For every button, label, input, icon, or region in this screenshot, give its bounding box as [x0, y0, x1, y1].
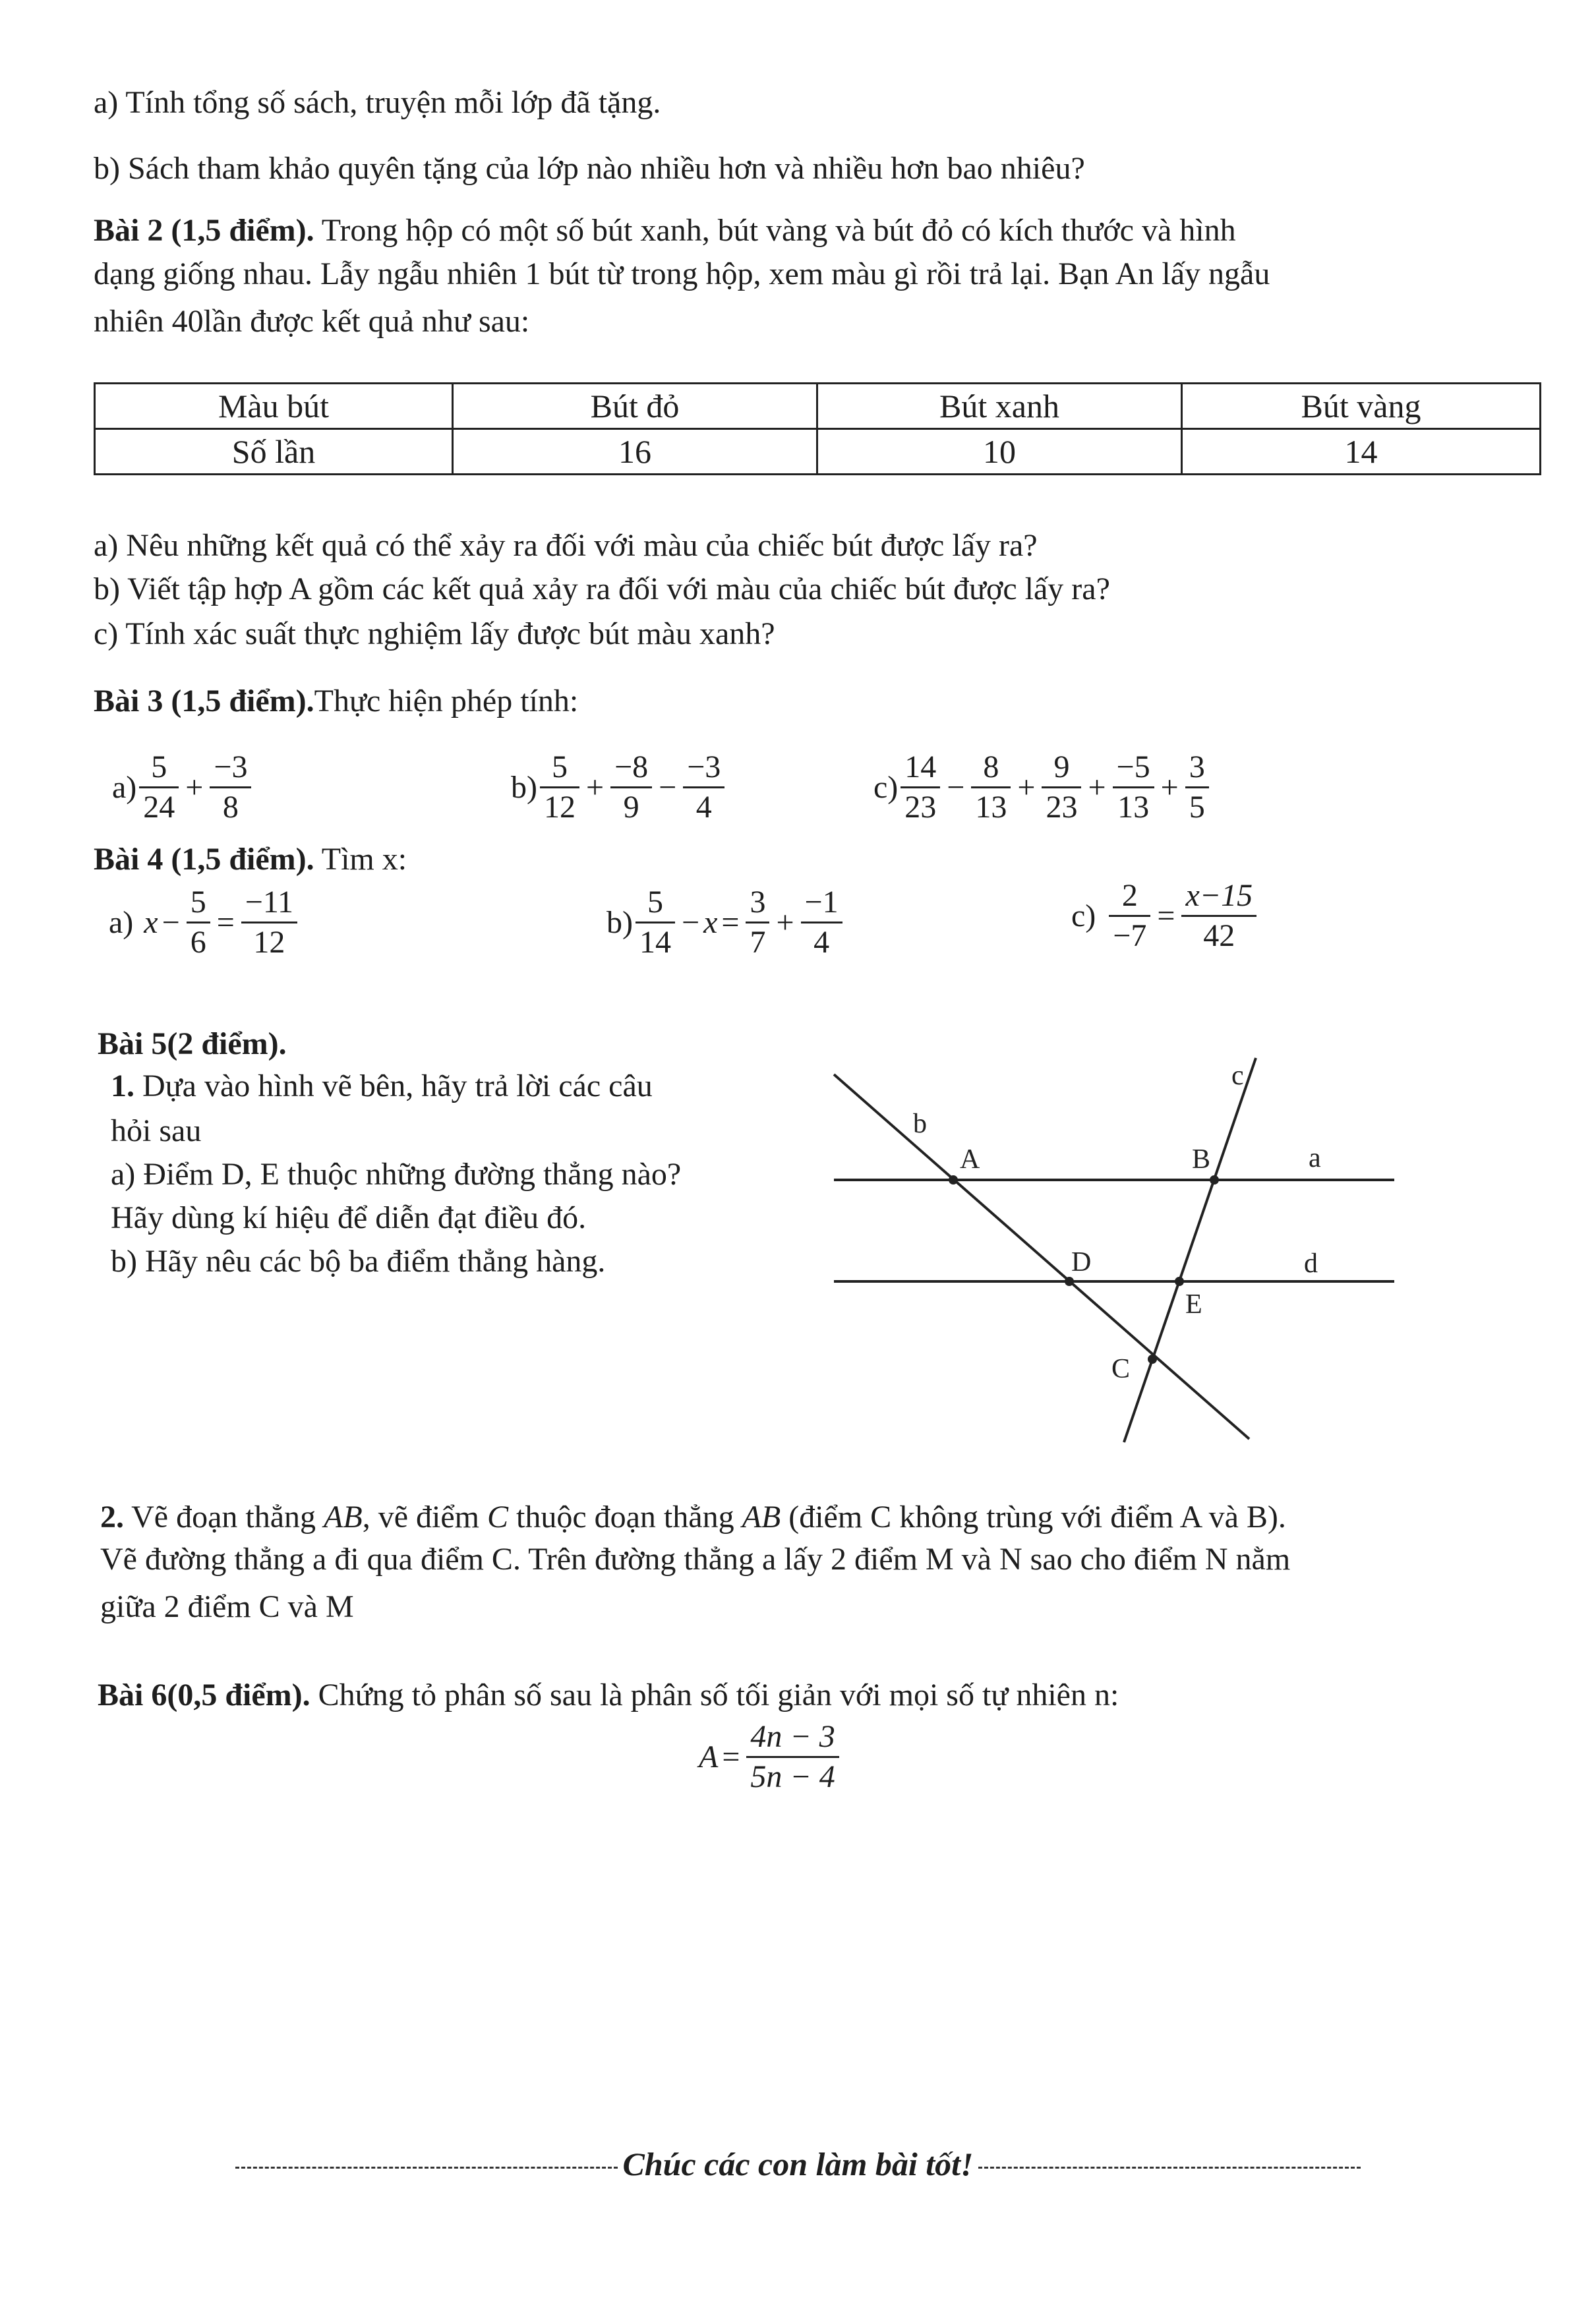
operator: − [947, 770, 965, 805]
fraction [1042, 748, 1081, 827]
denominator: 13 [975, 790, 1007, 825]
expr-label: a) [112, 770, 137, 805]
denominator: 8 [222, 790, 239, 825]
numerator: 2 [1109, 877, 1150, 917]
operator: + [1160, 770, 1179, 805]
equals: = [722, 1740, 740, 1774]
denominator: 7 [750, 925, 766, 960]
text-segment: , vẽ điểm [362, 1500, 487, 1535]
expr-label: b) [606, 905, 633, 940]
line-c [1124, 1058, 1256, 1442]
bai2-text-1: Trong hộp có một số bút xanh, bút vàng và bút đỏ có kích thước và hình [314, 213, 1236, 248]
bai5-part2-line-2: Vẽ đường thẳng a đi qua điểm C. Trên đường thẳng a lấy 2 điểm M và N sao cho điểm N nằm [100, 1542, 1291, 1577]
denominator: 6 [190, 925, 206, 960]
segment-AB: AB [742, 1500, 781, 1535]
table-cell: Màu bút [95, 384, 453, 429]
result-table [94, 382, 1541, 475]
fraction [610, 748, 652, 827]
bai3-expr-c [873, 748, 1212, 827]
label-A: A [960, 1144, 980, 1175]
bai5-question-b: b) Hãy nêu các bộ ba điểm thẳng hàng. [111, 1244, 606, 1279]
denominator: 4 [813, 925, 830, 960]
bai3-heading [94, 683, 578, 720]
bai3-title: Bài 3 (1,5 điểm). [94, 684, 314, 718]
denominator: −7 [1113, 918, 1147, 953]
bai4-expr-a [109, 883, 300, 962]
numerator: −5 [1113, 748, 1154, 788]
bai5-question-a-2: Hãy dùng kí hiệu để diễn đạt điều đó. [111, 1200, 587, 1235]
bai3-expr-a [112, 748, 254, 827]
operator: + [585, 770, 605, 805]
label-C: C [1111, 1354, 1131, 1384]
bai4-expr-c [1071, 877, 1259, 955]
numerator: 9 [1042, 748, 1081, 788]
question-1a: a) Tính tổng số sách, truyện mỗi lớp đã tặng. [94, 85, 661, 120]
fraction [901, 748, 940, 827]
bai6-formula [699, 1718, 842, 1796]
variable-x: x [144, 905, 158, 940]
point-B [1210, 1175, 1219, 1185]
expr-label: c) [873, 770, 899, 805]
fraction [971, 748, 1011, 827]
table-cell: 14 [1182, 429, 1541, 475]
denominator: 14 [639, 925, 671, 960]
part-number: 2. [100, 1500, 124, 1535]
variable-x: x [703, 905, 718, 940]
fraction [683, 748, 724, 827]
point-C-name: C [487, 1500, 508, 1535]
table-cell: 16 [453, 429, 817, 475]
dashed-divider [978, 2167, 1361, 2169]
point-A [949, 1175, 958, 1185]
bai5-question-a: a) Điểm D, E thuộc những đường thẳng nào? [111, 1157, 682, 1192]
denominator: 12 [253, 925, 285, 960]
bai4-heading [94, 841, 407, 878]
operator: + [776, 905, 794, 940]
label-b: b [913, 1109, 927, 1139]
numerator: 14 [901, 748, 940, 788]
numerator: 5 [187, 883, 210, 923]
operator: − [162, 905, 180, 940]
geometry-figure [824, 1055, 1417, 1450]
fraction [210, 748, 251, 827]
table-row [95, 384, 1541, 429]
denominator: 12 [543, 790, 576, 825]
point-E [1175, 1277, 1184, 1286]
footer [0, 2145, 1596, 2183]
denominator: 23 [1046, 790, 1078, 825]
bai2-line-3: nhiên 40lần được kết quả như sau: [94, 304, 530, 339]
numerator: −8 [610, 748, 652, 788]
equals: = [1157, 898, 1175, 933]
footer-text: Chúc các con làm bài tốt! [622, 2146, 974, 2182]
denominator: 24 [143, 790, 175, 825]
denominator: 13 [1117, 790, 1150, 825]
numerator: −3 [683, 748, 724, 788]
equals: = [216, 905, 235, 940]
bai5-part2-line-3: giữa 2 điểm C và M [100, 1589, 354, 1624]
numerator: 5 [540, 748, 579, 788]
bai6-text: Chứng tỏ phân số sau là phân số tối giản với mọi số tự nhiên n: [310, 1678, 1119, 1713]
table-cell: Bút xanh [817, 384, 1182, 429]
denominator: 5 [1189, 790, 1205, 825]
operator: + [1088, 770, 1106, 805]
fraction [635, 883, 675, 962]
numerator: 8 [971, 748, 1011, 788]
label-a: a [1309, 1143, 1321, 1173]
numerator: 3 [746, 883, 769, 923]
denominator: 5n − 4 [750, 1759, 835, 1794]
bai4-text: Tìm x: [314, 842, 407, 877]
operator: − [681, 905, 700, 940]
expr-label: c) [1071, 898, 1096, 933]
numerator: 5 [635, 883, 675, 923]
denominator: 4 [695, 790, 712, 825]
fraction [540, 748, 579, 827]
fraction [187, 883, 210, 962]
label-D: D [1071, 1247, 1092, 1277]
bai5-part1-line-2: hỏi sau [111, 1113, 202, 1148]
bai2-title: Bài 2 (1,5 điểm). [94, 213, 314, 248]
bai5-title: Bài 5(2 điểm). [98, 1026, 287, 1061]
question-1b: b) Sách tham khảo quyên tặng của lớp nào nhiều hơn và nhiều hơn bao nhiêu? [94, 151, 1085, 186]
fraction [746, 883, 769, 962]
label-c: c [1231, 1061, 1244, 1091]
numerator: −1 [801, 883, 842, 923]
text-segment: Vẽ đoạn thẳng [124, 1500, 324, 1535]
operator: + [1017, 770, 1036, 805]
bai2-question-a: a) Nêu những kết quả có thể xảy ra đối với màu của chiếc bút được lấy ra? [94, 528, 1038, 563]
bai3-text: Thực hiện phép tính: [314, 684, 579, 718]
label-E: E [1185, 1289, 1202, 1320]
table-cell: Bút đỏ [453, 384, 817, 429]
numerator: 3 [1185, 748, 1209, 788]
fraction [1109, 877, 1150, 955]
fraction [1185, 748, 1209, 827]
operator: + [185, 770, 204, 805]
expr-label: b) [511, 770, 537, 805]
formula-lhs: A [699, 1740, 719, 1774]
table-row [95, 429, 1541, 475]
table-cell: Bút vàng [1182, 384, 1541, 429]
denominator: 23 [904, 790, 937, 825]
text-segment: (điểm C không trùng với điểm A và B). [781, 1500, 1286, 1535]
bai3-expr-b [511, 748, 727, 827]
expr-label: a) [109, 905, 134, 940]
bai2-line-1 [94, 212, 1236, 249]
fraction [1181, 877, 1256, 955]
fraction [241, 883, 297, 962]
denominator: 9 [623, 790, 639, 825]
table-cell: 10 [817, 429, 1182, 475]
point-C [1148, 1355, 1157, 1364]
segment-AB: AB [324, 1500, 363, 1535]
bai2-line-2: dạng giống nhau. Lẫy ngẫu nhiên 1 bút từ trong hộp, xem màu gì rồi trả lại. Bạn An lấy ngẫu [94, 256, 1270, 291]
numerator: 4n − 3 [746, 1718, 839, 1758]
point-D [1065, 1277, 1074, 1286]
text-segment: thuộc đoạn thẳng [508, 1500, 742, 1535]
bai6-title: Bài 6(0,5 điểm). [98, 1678, 310, 1713]
label-B: B [1192, 1144, 1211, 1175]
bai4-title: Bài 4 (1,5 điểm). [94, 842, 314, 877]
operator: − [659, 770, 677, 805]
equals: = [721, 905, 740, 940]
bai5-part2-line-1 [100, 1499, 1286, 1536]
fraction [801, 883, 842, 962]
fraction [1113, 748, 1154, 827]
fraction [746, 1718, 839, 1796]
bai2-question-c: c) Tính xác suất thực nghiệm lấy được bút màu xanh? [94, 616, 775, 651]
numerator: 5 [139, 748, 179, 788]
label-d: d [1304, 1248, 1318, 1279]
numerator: −3 [210, 748, 251, 788]
numerator: −11 [241, 883, 297, 923]
fraction [139, 748, 179, 827]
part-number: 1. [111, 1069, 134, 1103]
bai6-heading [98, 1677, 1119, 1714]
bai5-part1-line-1 [111, 1068, 653, 1105]
dashed-divider [235, 2167, 618, 2169]
numerator: x−15 [1181, 877, 1256, 917]
bai5-part1-text: Dựa vào hình vẽ bên, hãy trả lời các câu [134, 1069, 653, 1103]
bai4-expr-b [606, 883, 845, 962]
table-cell: Số lần [95, 429, 453, 475]
bai2-question-b: b) Viết tập hợp A gồm các kết quả xảy ra đối với màu của chiếc bút được lấy ra? [94, 571, 1110, 606]
denominator: 42 [1203, 918, 1235, 953]
